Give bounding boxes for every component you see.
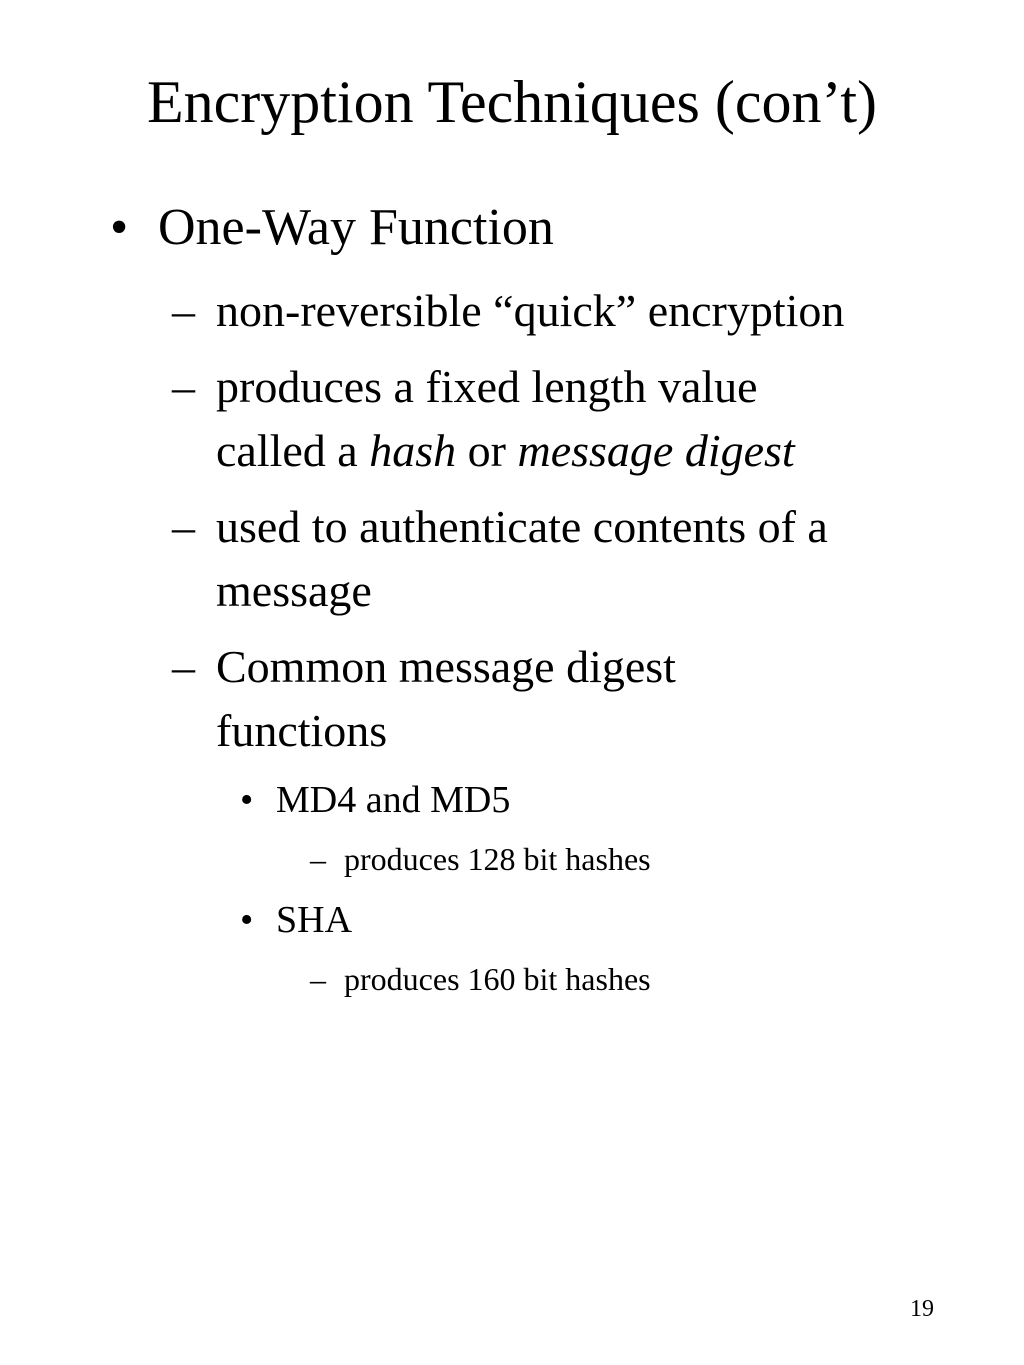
item-fixed-length-line1: produces a fixed length value bbox=[216, 361, 758, 412]
page-number: 19 bbox=[910, 1296, 934, 1322]
level4-dash-marker: – bbox=[310, 841, 326, 877]
hash-term: hash bbox=[369, 425, 457, 476]
slide-title: Encryption Techniques (con’t) bbox=[146, 69, 878, 135]
called-a-text: called a bbox=[216, 425, 370, 476]
subitem-sha-detail: produces 160 bit hashes bbox=[344, 961, 651, 997]
subitem-md4-md5-detail: produces 128 bit hashes bbox=[344, 841, 651, 877]
one-way-function-heading: One-Way Function bbox=[158, 199, 554, 256]
subitem-sha: SHA bbox=[276, 899, 353, 941]
dash-marker: – bbox=[172, 501, 195, 552]
or-text: or bbox=[456, 425, 518, 476]
level1-bullet: • bbox=[110, 199, 129, 256]
message-digest-term: message digest bbox=[517, 425, 795, 476]
level4-dash-marker: – bbox=[310, 961, 326, 997]
item-authenticate-line2: message bbox=[216, 565, 372, 616]
item-non-reversible: non-reversible “quick” encryption bbox=[216, 285, 845, 336]
subitem-md4-md5: MD4 and MD5 bbox=[276, 779, 511, 821]
level3-bullet: • bbox=[240, 779, 254, 821]
item-common-functions-line1: Common message digest bbox=[216, 641, 676, 692]
dash-marker: – bbox=[172, 361, 195, 412]
dash-marker: – bbox=[172, 641, 195, 692]
dash-marker: – bbox=[172, 285, 195, 336]
item-fixed-length-line2 bbox=[216, 420, 795, 482]
item-common-functions-line2: functions bbox=[216, 705, 388, 756]
level3-bullet: • bbox=[240, 899, 254, 941]
item-authenticate-line1: used to authenticate contents of a bbox=[216, 501, 828, 552]
